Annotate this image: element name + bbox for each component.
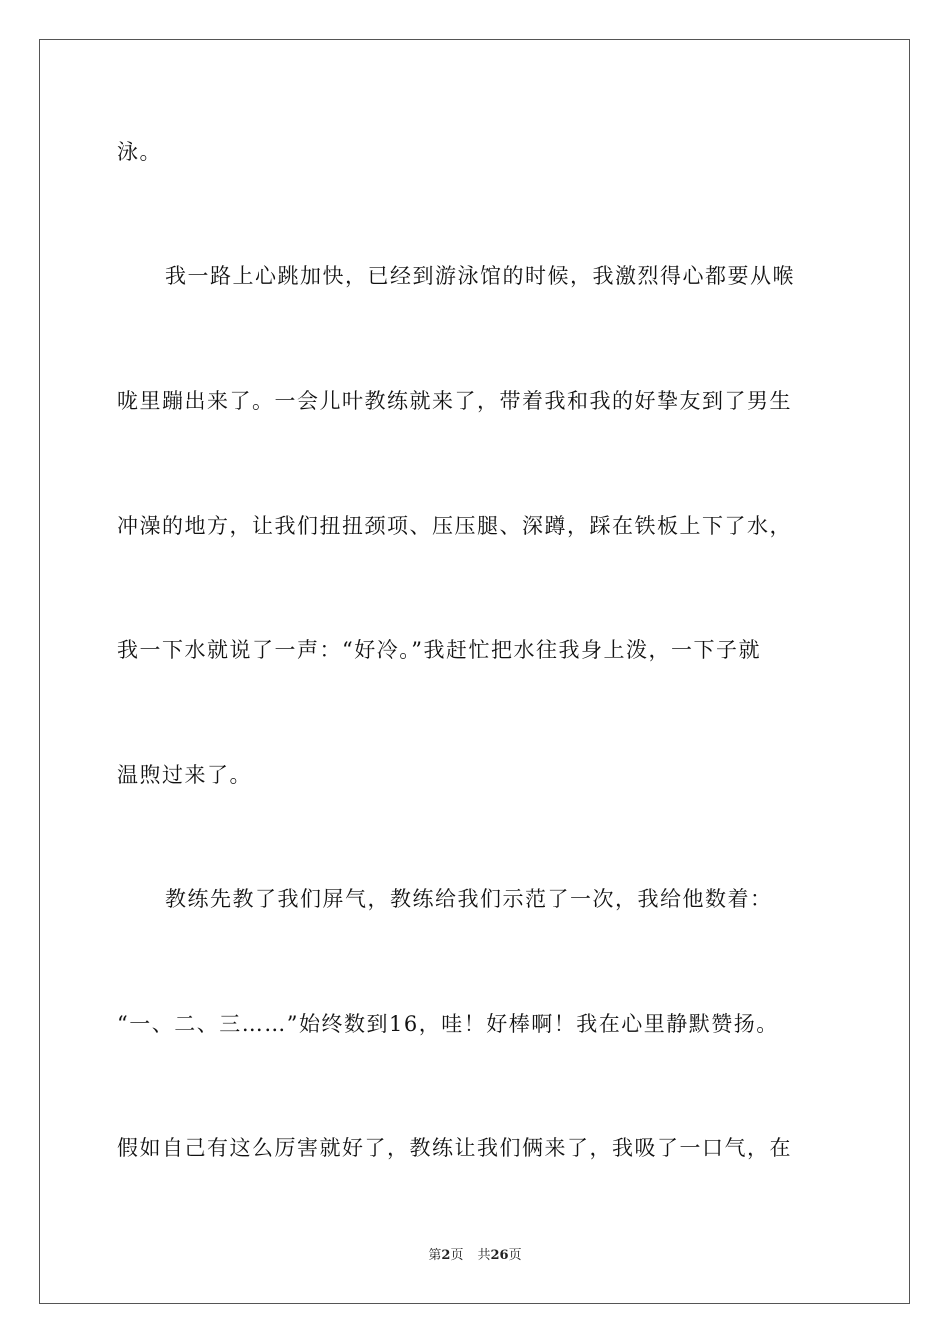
total-pages: 26 bbox=[490, 1248, 509, 1263]
total-suffix: 页 bbox=[508, 1248, 522, 1263]
total-prefix: 共 bbox=[477, 1248, 491, 1263]
text-line: 咙里蹦出来了。一会儿叶教练就来了，带着我和我的好挚友到了男生 bbox=[117, 389, 792, 413]
page-border bbox=[39, 39, 910, 1304]
text-line: 我一下水就说了一声：“好冷。”我赶忙把水往我身上泼，一下子就 bbox=[117, 638, 761, 662]
text-line: 冲澡的地方，让我们扭扭颈项、压压腿、深蹲，踩在铁板上下了水， bbox=[117, 514, 792, 538]
page-suffix: 页 bbox=[450, 1248, 464, 1263]
page-number: 2 bbox=[441, 1248, 451, 1263]
page-prefix: 第 bbox=[428, 1248, 442, 1263]
text-line: 泳。 bbox=[117, 140, 162, 164]
page-footer bbox=[0, 1247, 950, 1265]
paragraph-start-line: 教练先教了我们屏气，教练给我们示范了一次，我给他数着： bbox=[165, 887, 773, 911]
paragraph-start-line: 我一路上心跳加快，已经到游泳馆的时候，我激烈得心都要从喉 bbox=[165, 264, 795, 288]
text-line: 假如自己有这么厉害就好了，教练让我们俩来了，我吸了一口气，在 bbox=[117, 1136, 792, 1160]
text-line: “一、二、三……”始终数到16，哇！好棒啊！我在心里静默赞扬。 bbox=[117, 1012, 779, 1036]
text-line: 温煦过来了。 bbox=[117, 763, 252, 787]
